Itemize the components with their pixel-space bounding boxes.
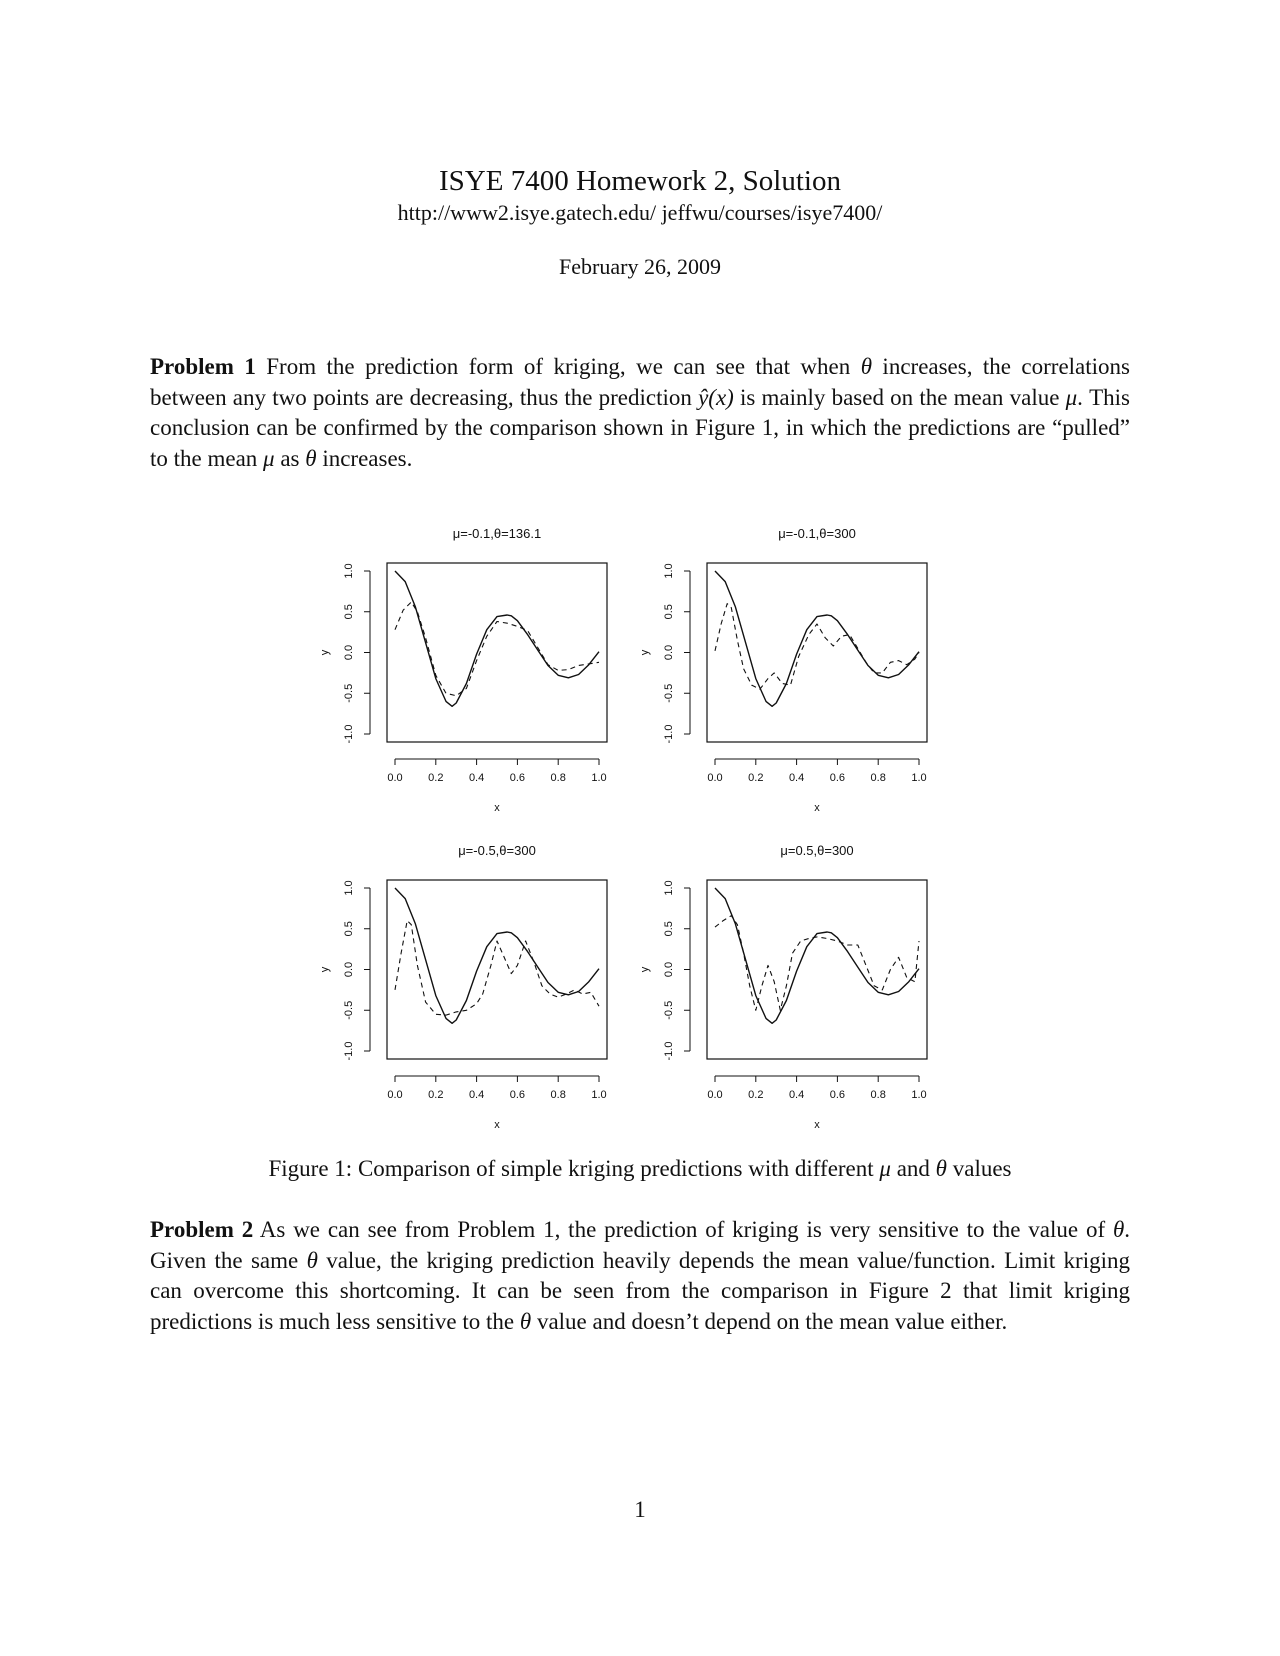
y-tick-label: -0.5	[663, 683, 675, 703]
y-tick-label: -1.0	[663, 1041, 675, 1061]
x-tick-label: 0.6	[829, 772, 846, 784]
y-tick-label: -1.0	[343, 724, 355, 744]
x-tick-label: 0.2	[428, 1089, 444, 1101]
y-axis-label: y	[319, 966, 331, 973]
problem-1-paragraph	[150, 352, 1130, 474]
y-tick-label: 0.5	[663, 604, 675, 620]
chart-title: μ=-0.5,θ=300	[458, 843, 536, 858]
plot-frame	[387, 880, 607, 1059]
p1-yhat: ŷ(x)	[698, 384, 734, 410]
true-function-line	[395, 888, 599, 1023]
x-tick-label: 1.0	[591, 772, 607, 784]
y-tick-label: 0.5	[343, 921, 355, 937]
prediction-line-dashed	[715, 604, 919, 690]
x-tick-label: 0.8	[550, 772, 566, 784]
y-tick-label: -0.5	[343, 1000, 355, 1020]
x-tick-label: 0.6	[509, 772, 526, 784]
plot-frame	[387, 563, 607, 742]
y-tick-label: 0.5	[663, 921, 675, 937]
x-axis-label: x	[494, 1119, 500, 1131]
p2-theta: θ	[1112, 1217, 1125, 1242]
problem-2-paragraph	[150, 1215, 1130, 1337]
y-tick-label: 0.0	[663, 644, 675, 661]
problem-1-label: Problem 1	[150, 354, 256, 379]
x-axis-label: x	[494, 802, 500, 814]
x-tick-label: 0.0	[387, 1089, 403, 1101]
chart-panel-3	[319, 843, 607, 1131]
x-tick-label: 0.8	[870, 1089, 886, 1101]
plot-frame	[707, 880, 927, 1059]
prediction-line-dashed	[395, 602, 599, 696]
x-tick-label: 0.4	[788, 772, 805, 784]
x-tick-label: 0.2	[428, 772, 444, 784]
p1-theta: θ	[860, 354, 872, 379]
true-function-line	[395, 571, 599, 706]
x-tick-label: 0.4	[468, 772, 485, 784]
p1-mu-2: μ	[263, 445, 275, 471]
p2-text-a: As we can see from Problem 1, the prediction of kriging is very sensitive to the value of	[253, 1217, 1113, 1242]
course-url: http://www2.isye.gatech.edu/ jeffwu/courses/isye7400/	[397, 200, 883, 225]
chart-panel-2	[639, 526, 927, 814]
chart-title: μ=-0.1,θ=136.1	[452, 526, 542, 541]
p1-text-d: . This conclusion can be confirmed by the comparison shown in Figure 1, in which the predictions are “pulled” to the mean	[150, 384, 1130, 471]
y-axis-label: y	[639, 649, 651, 656]
y-tick-label: 1.0	[343, 563, 355, 579]
x-tick-label: 0.6	[829, 1089, 846, 1101]
caption-theta: θ	[935, 1156, 947, 1181]
figure-caption	[0, 1156, 1280, 1182]
prediction-line-dashed	[395, 921, 599, 1016]
plot-frame	[707, 563, 927, 742]
x-axis-label: x	[814, 1119, 820, 1131]
problem-2-label: Problem 2	[150, 1217, 254, 1242]
document-date: February 26, 2009	[559, 254, 721, 279]
caption-mu: μ	[879, 1156, 891, 1181]
x-tick-label: 0.0	[707, 772, 723, 784]
p2-text-c: value, the kriging prediction heavily depends the mean value/function. Limit kriging can overcome this shortcoming. It can be seen from the comparison in Figure 2 that limit kriging predictions is much less sensitive to the	[150, 1247, 1130, 1334]
document-title: ISYE 7400 Homework 2, Solution	[439, 165, 841, 197]
p1-text-b: increases, the correlations between any two points are decreasing, thus the prediction	[150, 354, 1130, 410]
chart-title: μ=0.5,θ=300	[780, 843, 854, 858]
x-tick-label: 0.0	[707, 1089, 723, 1101]
x-tick-label: 1.0	[911, 1089, 927, 1101]
x-tick-label: 0.6	[509, 1089, 526, 1101]
caption-prefix: Figure 1: Comparison of simple kriging predictions with different	[268, 1156, 880, 1181]
y-tick-label: 1.0	[663, 563, 675, 579]
y-tick-label: -1.0	[343, 1041, 355, 1061]
prediction-line-dashed	[715, 916, 919, 1011]
p1-text-a: From the prediction form of kriging, we can see that when	[255, 354, 861, 379]
y-tick-label: -0.5	[663, 1000, 675, 1020]
p1-theta-2: θ	[305, 445, 317, 471]
true-function-line	[715, 571, 919, 706]
x-tick-label: 1.0	[591, 1089, 607, 1101]
chart-panel-4	[639, 843, 927, 1131]
p1-text-f: increases.	[316, 445, 413, 471]
p2-text-b: . Given the same	[150, 1217, 1130, 1273]
chart-panel-1	[319, 526, 607, 814]
p1-text-e: as	[274, 445, 306, 471]
y-tick-label: -1.0	[663, 724, 675, 744]
x-tick-label: 0.0	[387, 772, 403, 784]
y-tick-label: 0.5	[343, 604, 355, 620]
y-tick-label: 1.0	[663, 880, 675, 896]
x-tick-label: 0.4	[788, 1089, 805, 1101]
y-tick-label: 0.0	[663, 961, 675, 978]
x-axis-label: x	[814, 802, 820, 814]
x-tick-label: 0.8	[550, 1089, 566, 1101]
y-tick-label: 0.0	[343, 644, 355, 661]
x-tick-label: 0.8	[870, 772, 886, 784]
p1-text-c: is mainly based on the mean value	[733, 384, 1066, 410]
true-function-line	[715, 888, 919, 1023]
x-tick-label: 0.2	[748, 1089, 764, 1101]
x-tick-label: 0.2	[748, 772, 764, 784]
y-axis-label: y	[319, 649, 331, 656]
page-number: 1	[634, 1497, 646, 1522]
caption-suffix: values	[946, 1156, 1012, 1181]
y-tick-label: -0.5	[343, 683, 355, 703]
caption-middle: and	[890, 1156, 936, 1181]
p2-theta-3: θ	[519, 1308, 532, 1334]
p2-theta-2: θ	[306, 1247, 318, 1273]
x-tick-label: 1.0	[911, 772, 927, 784]
p1-mu: μ	[1065, 384, 1078, 410]
y-tick-label: 1.0	[343, 880, 355, 896]
y-tick-label: 0.0	[343, 961, 355, 978]
p2-text-d: value and doesn’t depend on the mean value either.	[531, 1308, 1008, 1334]
x-tick-label: 0.4	[468, 1089, 485, 1101]
chart-title: μ=-0.1,θ=300	[778, 526, 856, 541]
y-axis-label: y	[639, 966, 651, 973]
